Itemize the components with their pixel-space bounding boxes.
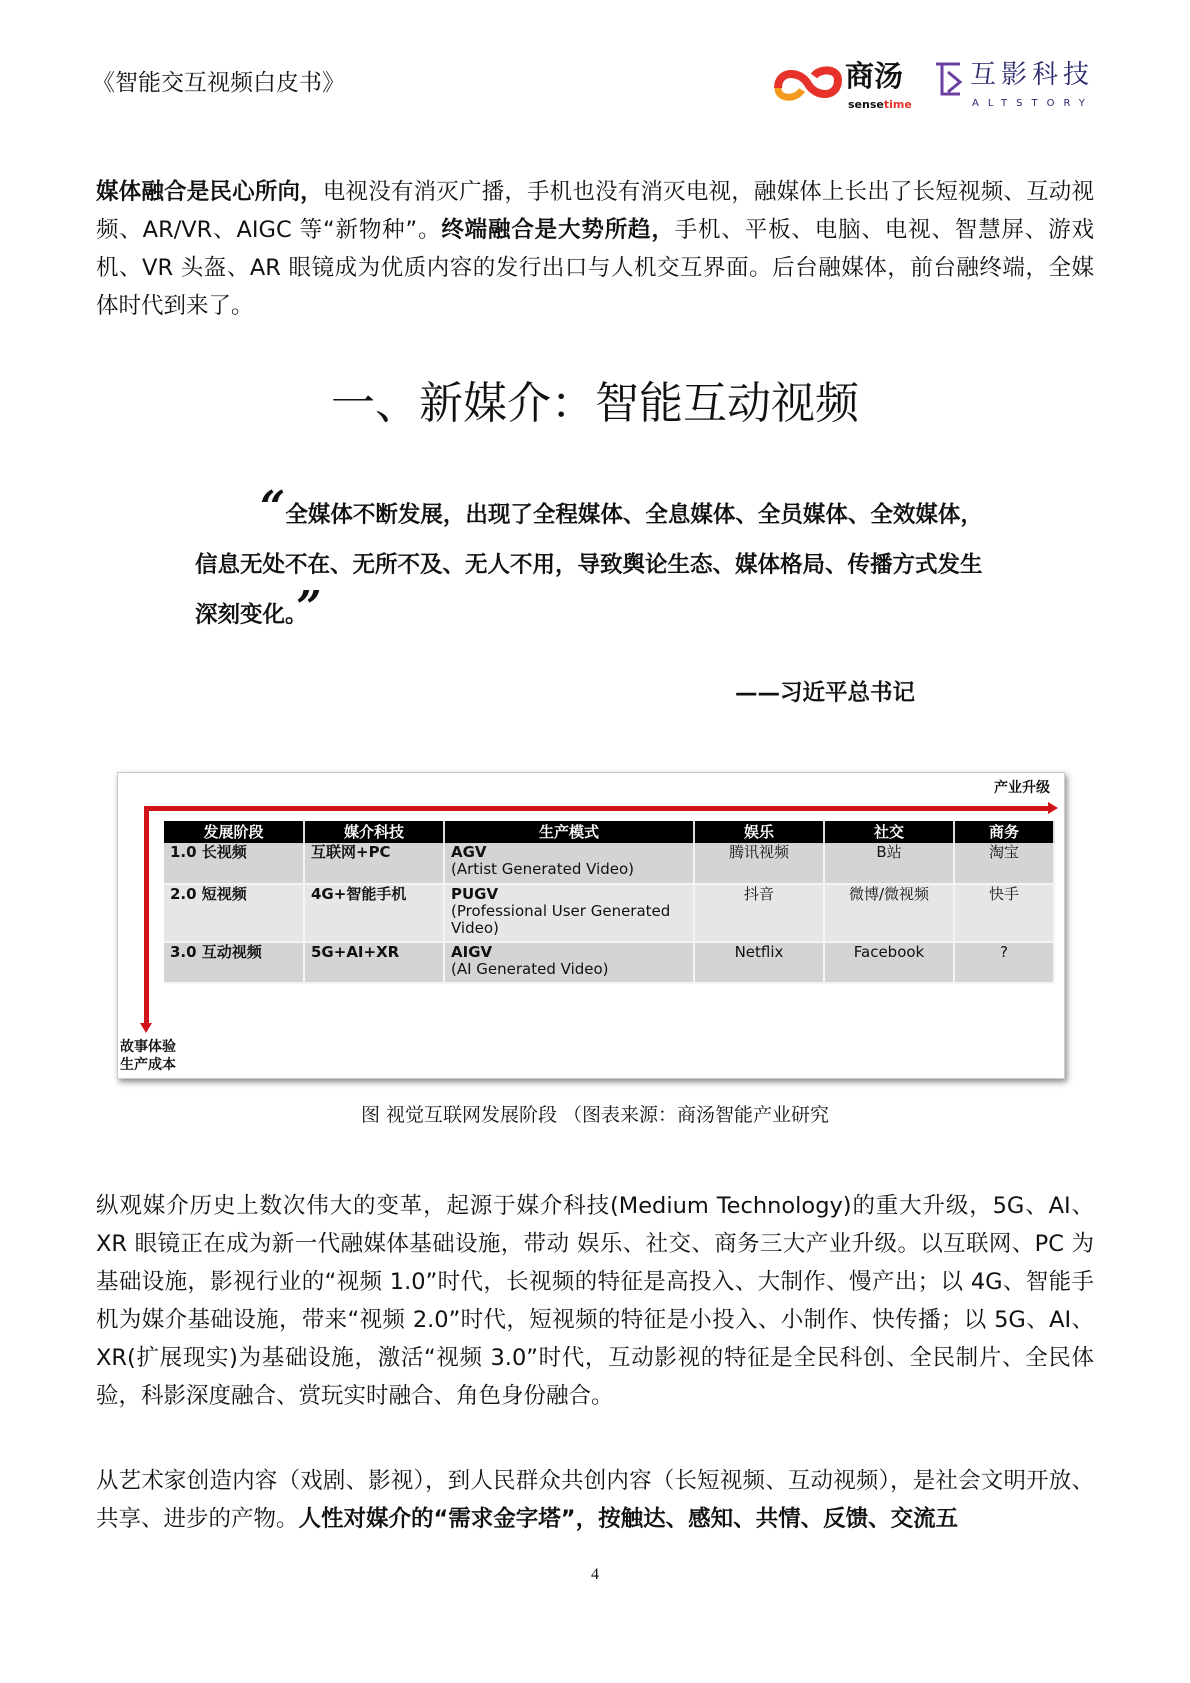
body-paragraph-3: 从艺术家创造内容（戏剧、影视），到人民群众共创内容（长短视频、互动视频），是社会文明开放、共享、进步的产物。人性对媒介的“需求金字塔”，按触达、感知、共情、反馈、交流五 xyxy=(96,1468,1094,1532)
table-row: 3.0 互动视频 5G+AI+XR AIGV (AI Generated Video) Netflix Facebook ? xyxy=(164,942,1054,983)
y-axis-label: 故事体验 生产成本 xyxy=(120,1039,176,1073)
body-paragraph-2: 纵观媒介历史上数次伟大的变革，起源于媒介科技(Medium Technology)的重大升级，5G、AI、XR 眼镜正在成为新一代融媒体基础设施，带动 娱乐、社交、商务三大产业升级。以互联网、PC 为基础设施，影视行业的“视频 1.0”时代，长视频的特征是高投入、大制作、慢产出；以 4G、智能手机为媒介基础设施，带来“视频 2.0”时代，短视频的特征是小投入、小制作、快传播；以 5G、AI、XR(扩展现实)为基础设施，激活“视频 3.0”时代，互动影视的特征是全民科创、全民制片、全民体验，科影深度融合、赏玩实时融合、角色身份融合。 xyxy=(96,1193,1094,1409)
intro-paragraph: 媒体融合是民心所向，电视没有消灭广播，手机也没有消灭电视，融媒体上长出了长短视频、互动视频、AR/VR、AIGC 等“新物种”。终端融合是大势所趋，手机、平板、电脑、电视、智慧屏、游戏机、VR 头盔、AR 眼镜成为优质内容的发行出口与人机交互界面。后台融媒体，前台融终端，全媒体时代到来了。 xyxy=(96,179,1094,319)
table-row: 1.0 长视频 互联网+PC AGV (Artist Generated Video) 腾讯视频 B站 淘宝 xyxy=(164,843,1054,884)
quote-block: “全媒体不断发展，出现了全程媒体、全息媒体、全员媒体、全效媒体，信息无处不在、无所不及、无人不用，导致舆论生态、媒体格局、传播方式发生深刻变化。” xyxy=(195,482,983,633)
sensetime-infinity-icon xyxy=(770,60,845,105)
altstory-logo: 互影科技 ALTSTORY xyxy=(932,60,1102,116)
sensetime-logo: 商汤 sensetime xyxy=(770,60,920,116)
x-axis-label: 产业升级 xyxy=(994,780,1050,796)
altstory-mark-icon xyxy=(932,60,966,100)
development-stage-figure xyxy=(117,772,1065,1079)
industry-upgrade-arrow xyxy=(144,806,1049,811)
story-cost-arrow xyxy=(144,806,149,1024)
figure-caption: 图 视觉互联网发展阶段 （图表来源：商汤智能产业研究 xyxy=(360,1104,830,1126)
quote-attribution: ——习近平总书记 xyxy=(735,680,916,706)
page-number: 4 xyxy=(591,1566,599,1583)
arrow-down-icon xyxy=(140,1023,152,1033)
document-title: 《智能交互视频白皮书》 xyxy=(92,70,345,96)
stage-table: 发展阶段 媒介科技 生产模式 娱乐 社交 商务 1.0 长视频 互联网+PC AGV (Artist Generated Video) 腾讯视频 B站 淘宝 2.0 短视频 4G+智能手机 PUGV (Professional User Generated Video) 抖音 微博/微视频 快手 3.0 互动视频 5G+AI+XR AIGV (AI Generated Video) Netflix Facebook ? xyxy=(164,821,1055,984)
table-row: 2.0 短视频 4G+智能手机 PUGV (Professional User Generated Video) 抖音 微博/微视频 快手 xyxy=(164,884,1054,942)
section-heading: 一、新媒介：智能互动视频 xyxy=(331,378,859,429)
arrow-right-icon xyxy=(1048,802,1058,814)
